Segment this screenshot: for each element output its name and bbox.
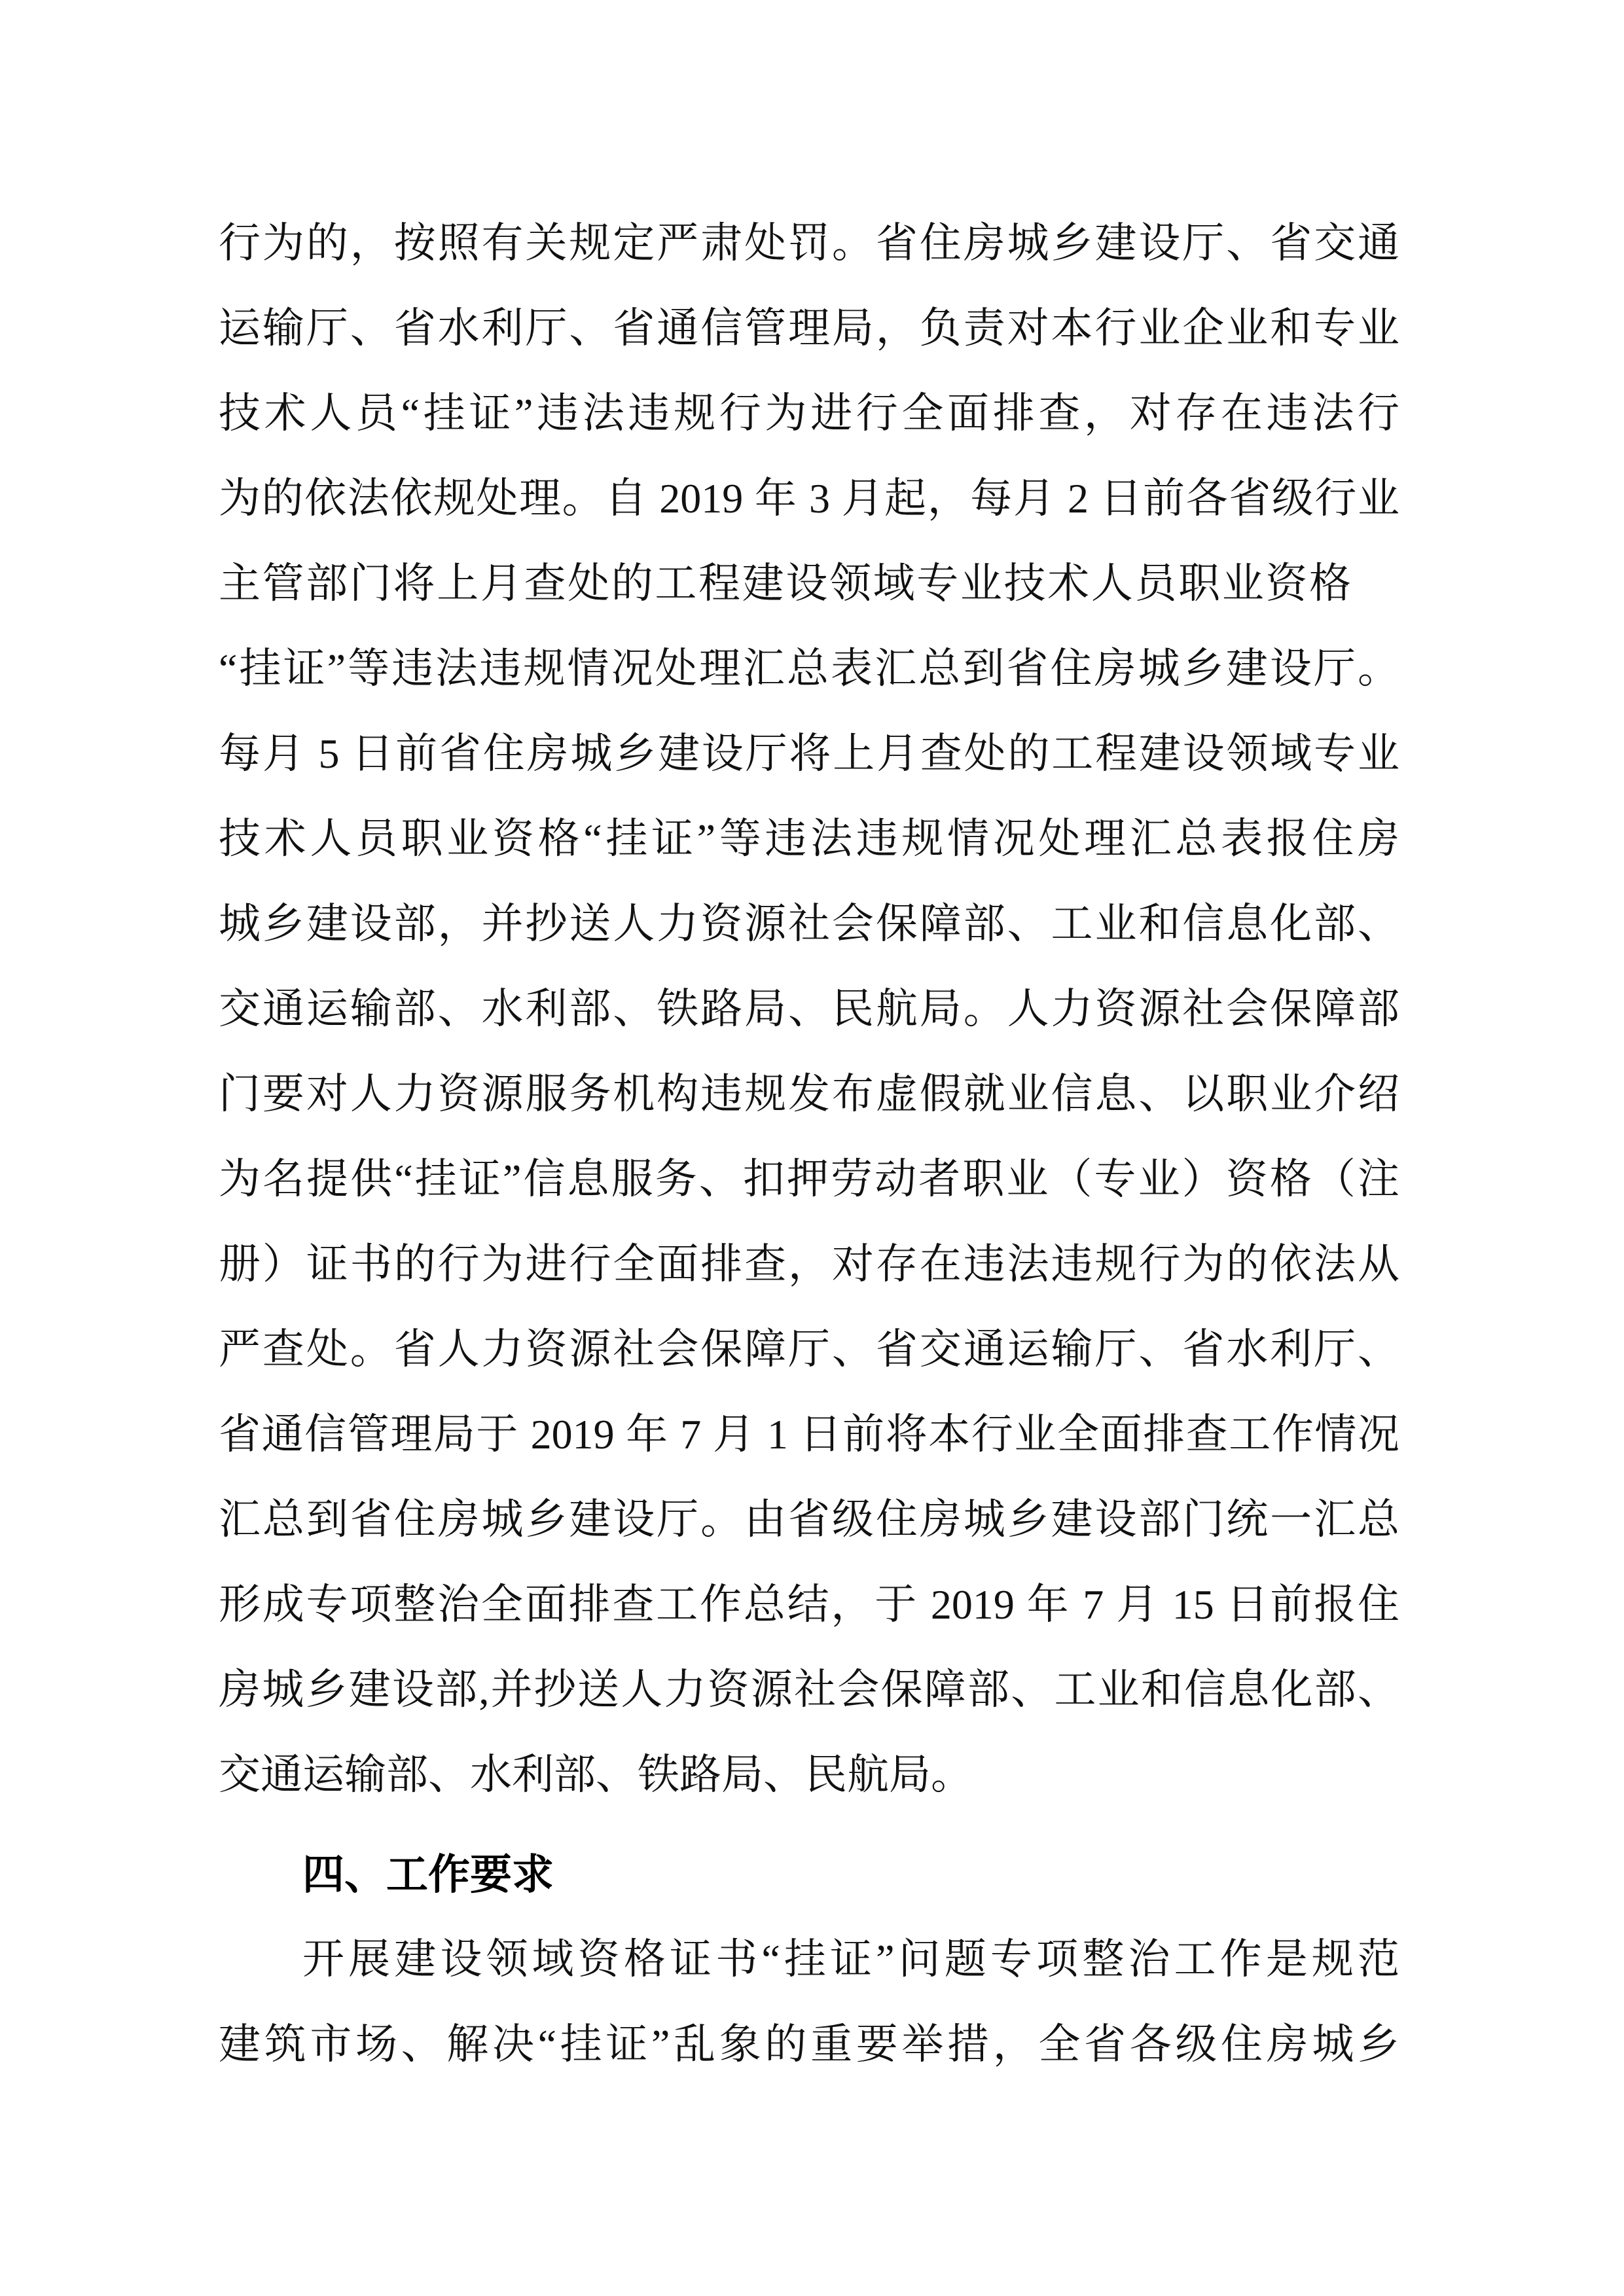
paragraph-line-5: 主管部门将上月查处的工程建设领域专业技术人员职业资格	[219, 560, 1351, 607]
paragraph-line-4: 为的依法依规处理。自 2019 年 3 月起，每月 2 日前各省级行业	[219, 475, 1399, 522]
section-paragraph	[219, 1917, 1399, 2087]
section-paragraph-line-2: 建筑市场、解决“挂证”乱象的重要举措，全省各级住房城乡	[219, 2021, 1399, 2068]
paragraph-line-14: 严查处。省人力资源社会保障厅、省交通运输厅、省水利厅、	[219, 1326, 1399, 1372]
paragraph-line-10: 交通运输部、水利部、铁路局、民航局。人力资源社会保障部	[219, 986, 1399, 1032]
paragraph-line-1: 行为的，按照有关规定严肃处罚。省住房城乡建设厅、省交通	[219, 220, 1399, 266]
section-heading: 四、工作要求	[302, 1851, 554, 1898]
paragraph-line-8: 技术人员职业资格“挂证”等违法违规情况处理汇总表报住房	[219, 816, 1399, 862]
paragraph-line-9: 城乡建设部，并抄送人力资源社会保障部、工业和信息化部、	[219, 901, 1399, 947]
document-body	[219, 201, 1399, 2087]
paragraph-line-15: 省通信管理局于 2019 年 7 月 1 日前将本行业全面排查工作情况	[219, 1411, 1399, 1458]
continued-paragraph	[219, 201, 1399, 1818]
paragraph-line-12: 为名提供“挂证”信息服务、扣押劳动者职业（专业）资格（注	[219, 1156, 1399, 1202]
paragraph-line-3: 技术人员“挂证”违法违规行为进行全面排查，对存在违法行	[219, 390, 1399, 437]
paragraph-line-19: 交通运输部、水利部、铁路局、民航局。	[219, 1751, 973, 1798]
section-paragraph-line-1: 开展建设领域资格证书“挂证”问题专项整治工作是规范	[302, 1936, 1399, 1982]
paragraph-line-13: 册）证书的行为进行全面排查，对存在违法违规行为的依法从	[219, 1241, 1399, 1287]
paragraph-line-7: 每月 5 日前省住房城乡建设厅将上月查处的工程建设领域专业	[219, 730, 1399, 777]
paragraph-line-2: 运输厅、省水利厅、省通信管理局，负责对本行业企业和专业	[219, 305, 1399, 351]
paragraph-line-17: 形成专项整治全面排查工作总结，于 2019 年 7 月 15 日前报住	[219, 1581, 1399, 1628]
paragraph-line-18: 房城乡建设部,并抄送人力资源社会保障部、工业和信息化部、	[219, 1666, 1399, 1713]
paragraph-line-11: 门要对人力资源服务机构违规发布虚假就业信息、以职业介绍	[219, 1071, 1399, 1117]
paragraph-line-16: 汇总到省住房城乡建设厅。由省级住房城乡建设部门统一汇总	[219, 1496, 1399, 1543]
paragraph-line-6: “挂证”等违法违规情况处理汇总表汇总到省住房城乡建设厅。	[219, 645, 1399, 692]
